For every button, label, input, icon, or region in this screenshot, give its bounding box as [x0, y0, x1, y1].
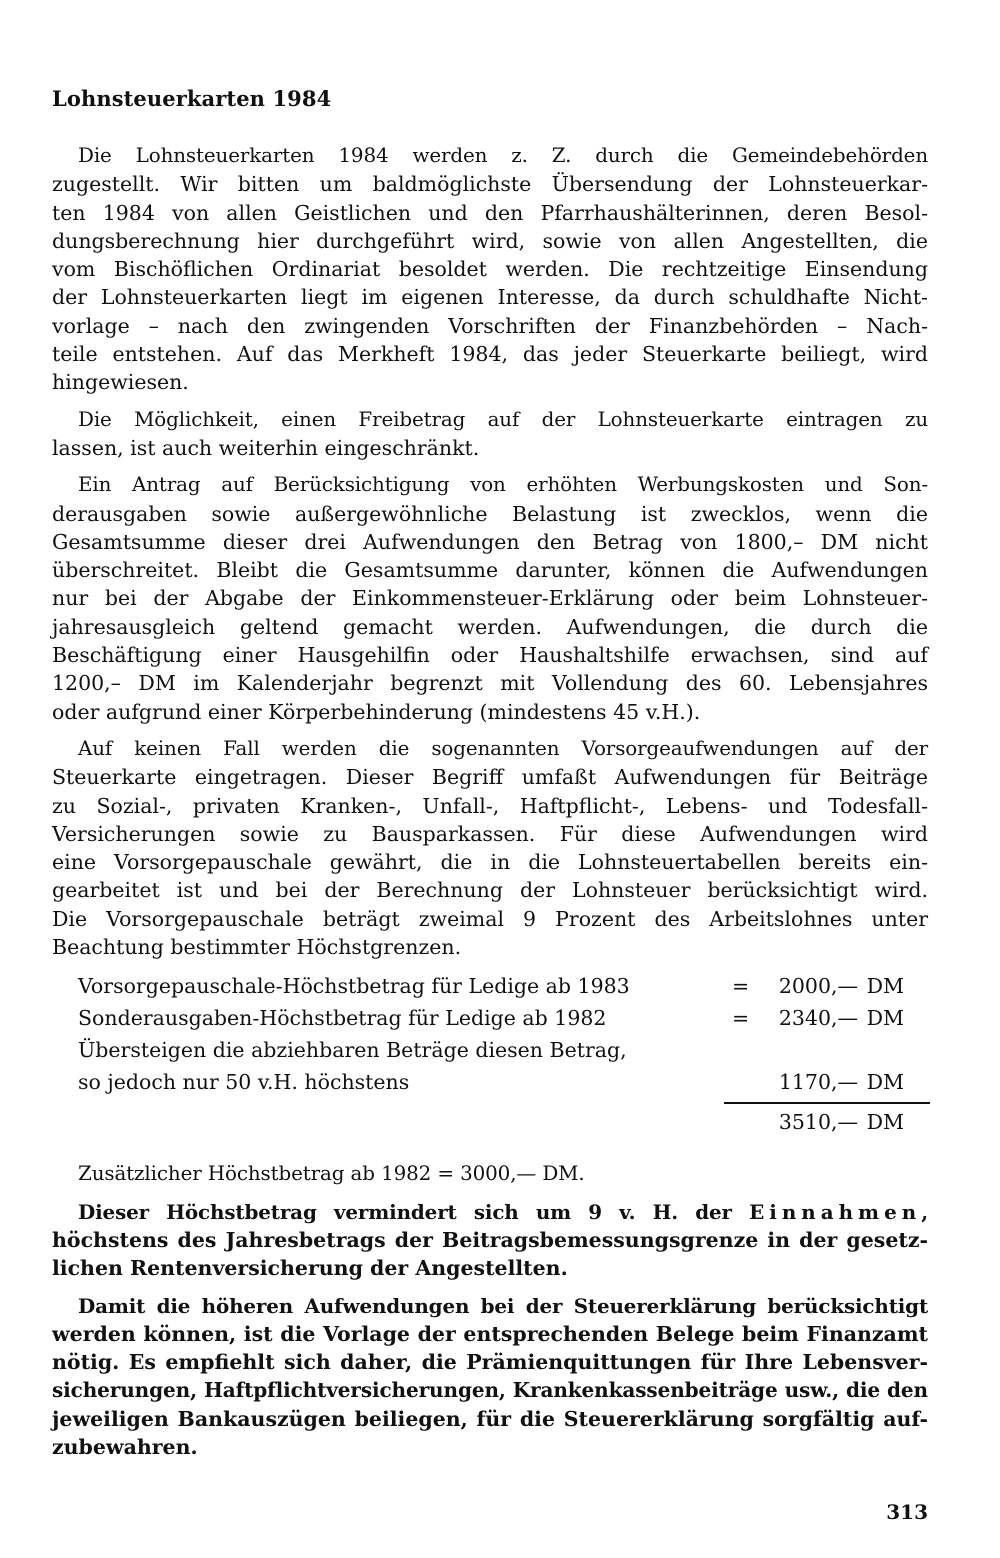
text-line — [52, 1198, 928, 1226]
calc-equals: = — [732, 1006, 750, 1031]
paragraph-antrag — [52, 471, 928, 726]
text-line: jahresausgleich geltend gemacht werden. Aufwendungen, die durch die — [52, 614, 928, 639]
text-line: Beschäftigung einer Hausgehilfin oder Haushaltshilfe erwachsen, sind auf — [52, 643, 928, 668]
text-line: Versicherungen sowie zu Bausparkassen. Für diese Aufwendungen wird — [52, 821, 928, 846]
text-line: Auf keinen Fall werden die sogenannten Vorsorgeaufwendungen auf der — [78, 736, 928, 760]
calc-row-vorsorgepauschale — [52, 970, 928, 1002]
text-line: ten 1984 von allen Geistlichen und den Pfarrhaushälterinnen, deren Besol- — [52, 200, 928, 225]
calc-label: so jedoch nur 50 v.H. höchstens — [78, 1070, 410, 1095]
text-line: Die Möglichkeit, einen Freibetrag auf der Lohnsteuerkarte eintragen zu — [78, 407, 928, 431]
calc-label: Übersteigen die abziehbaren Beträge diesen Betrag, — [78, 1038, 627, 1063]
text-fragment: , — [921, 1199, 928, 1224]
text-line: zu Sozial-, privaten Kranken-, Unfall-, Haftpflicht-, Lebens- und Todesfall- — [52, 793, 928, 818]
text-line: überschreitet. Bleibt die Gesamtsumme darunter, können die Aufwendungen — [52, 558, 928, 583]
text-line: lassen, ist auch weiterhin eingeschränkt. — [52, 435, 480, 460]
page-number: 313 — [886, 1500, 928, 1524]
calc-row-sonderausgaben — [52, 1002, 928, 1034]
text-line: Steuerkarte eingetragen. Dieser Begriff umfaßt Aufwendungen für Beiträge — [52, 765, 928, 790]
calc-row-uebersteigen — [52, 1034, 928, 1066]
calc-currency: DM — [866, 974, 904, 999]
text-fragment: Dieser Höchstbetrag vermindert sich um 9 v. H. der — [78, 1199, 750, 1224]
text-line: dungsberechnung hier durchgeführt wird, sowie von allen Angestellten, die — [52, 228, 928, 253]
calc-amount: 2000,— — [778, 974, 858, 999]
text-line: zugestellt. Wir bitten um baldmöglichste Übersendung der Lohnsteuerkar- — [52, 172, 928, 197]
section-heading: Lohnsteuerkarten 1984 — [52, 86, 332, 111]
text-line: sicherungen, Haftpflichtversicherungen, Krankenkassenbeiträge usw., die den — [52, 1378, 928, 1403]
emphasized-word: Einnahmen — [749, 1199, 922, 1224]
text-line: Zusätzlicher Höchstbetrag ab 1982 = 3000,— DM. — [78, 1162, 585, 1186]
text-line: Die Vorsorgepauschale beträgt zweimal 9 Prozent des Arbeitslohnes unter — [52, 906, 928, 931]
calc-currency: DM — [866, 1006, 904, 1031]
calc-amount: 1170,— — [778, 1070, 858, 1095]
text-line: lichen Rentenversicherung der Angestellten. — [52, 1256, 568, 1281]
text-line: Die Lohnsteuerkarten 1984 werden z. Z. durch die Gemeindebehörden — [78, 144, 928, 167]
text-line: oder aufgrund einer Körperbehinderung (mindestens 45 v.H.). — [52, 699, 701, 724]
paragraph-hoechstbetrag — [52, 1198, 928, 1283]
text-line: gearbeitet ist und bei der Berechnung der Lohnsteuer berücksichtigt wird. — [52, 878, 928, 903]
paragraph-zusatz — [52, 1160, 928, 1188]
text-line: eine Vorsorgepauschale gewährt, die in die Lohnsteuertabellen bereits ein- — [52, 850, 928, 875]
calc-currency: DM — [866, 1110, 904, 1135]
text-line: vom Bischöflichen Ordinariat besoldet werden. Die rechtzeitige Einsendung — [52, 257, 928, 282]
calc-currency: DM — [866, 1070, 904, 1095]
paragraph-freibetrag — [52, 406, 928, 463]
text-line: zubewahren. — [52, 1434, 198, 1459]
calc-total-amount: 3510,— — [778, 1110, 858, 1135]
calc-label: Sonderausgaben-Höchstbetrag für Ledige ab 1982 — [78, 1006, 607, 1031]
text-line: Beachtung bestimmter Höchstgrenzen. — [52, 935, 462, 960]
text-line: höchstens des Jahresbetrags der Beitragsbemessungsgrenze in der gesetz- — [52, 1227, 928, 1252]
paragraph-belege — [52, 1292, 928, 1462]
document-body — [52, 142, 928, 1470]
calc-row-total — [52, 1098, 928, 1142]
text-line: hingewiesen. — [52, 370, 189, 395]
text-line: der Lohnsteuerkarten liegt im eigenen Interesse, da durch schuldhafte Nicht- — [52, 285, 928, 310]
text-line: Damit die höheren Aufwendungen bei der Steuererklärung berücksichtigt — [78, 1293, 928, 1318]
calc-row-hoechstens — [52, 1066, 928, 1098]
text-line: 1200,– DM im Kalenderjahr begrenzt mit Vollendung des 60. Lebensjahres — [52, 671, 928, 696]
text-line: teile entstehen. Auf das Merkheft 1984, das jeder Steuerkarte beiliegt, wird — [52, 342, 928, 367]
text-line: vorlage – nach den zwingenden Vorschriften der Finanzbehörden – Nach- — [52, 313, 928, 338]
paragraph-vorsorge — [52, 735, 928, 961]
calc-amount: 2340,— — [778, 1006, 858, 1031]
paragraph-lohnsteuerkarten — [52, 142, 928, 397]
text-line: Ein Antrag auf Berücksichtigung von erhöhten Werbungskosten und Son- — [78, 473, 928, 497]
text-line: Gesamtsumme dieser drei Aufwendungen den Betrag von 1800,– DM nicht — [52, 529, 928, 554]
text-line: werden können, ist die Vorlage der entsprechenden Belege beim Finanzamt — [52, 1321, 928, 1346]
calc-label: Vorsorgepauschale-Höchstbetrag für Ledige ab 1983 — [78, 974, 630, 999]
text-line: nötig. Es empfiehlt sich daher, die Prämienquittungen für Ihre Lebensver- — [52, 1350, 928, 1375]
calc-equals: = — [732, 974, 750, 999]
text-line: jeweiligen Bankauszügen beiliegen, für die Steuererklärung sorgfältig auf- — [52, 1406, 928, 1431]
calculation-table — [52, 970, 928, 1142]
text-line: nur bei der Abgabe der Einkommensteuer-Erklärung oder beim Lohnsteuer- — [52, 586, 928, 611]
text-line: derausgaben sowie außergewöhnliche Belastung ist zwecklos, wenn die — [52, 501, 928, 526]
